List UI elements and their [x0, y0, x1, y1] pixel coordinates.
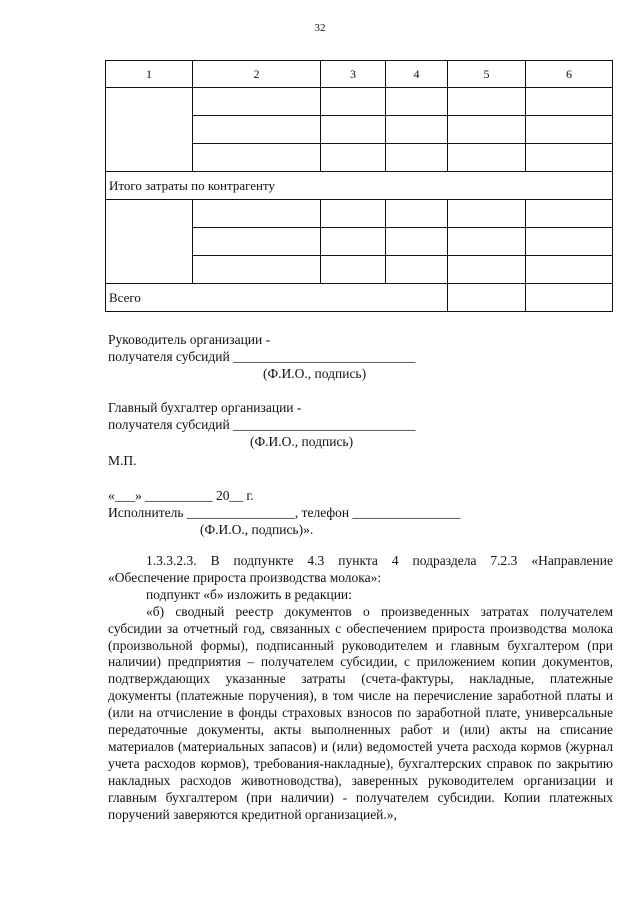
subtotal-label: Итого затраты по контрагенту	[106, 172, 613, 200]
column-header: 4	[386, 61, 448, 88]
accountant-signature-hint: (Ф.И.О., подпись)	[250, 434, 354, 449]
table-row	[106, 88, 613, 116]
executor-hint: (Ф.И.О., подпись)».	[200, 522, 314, 537]
column-header: 5	[448, 61, 526, 88]
head-title: Руководитель организации -	[108, 332, 271, 347]
table-cell	[386, 256, 448, 284]
table-cell	[448, 144, 526, 172]
table-cell	[321, 116, 386, 144]
column-header: 6	[526, 61, 613, 88]
column-header: 1	[106, 61, 193, 88]
table-cell	[526, 256, 613, 284]
column-header: 3	[321, 61, 386, 88]
table-cell	[386, 88, 448, 116]
table-cell	[526, 284, 613, 312]
table-cell	[448, 256, 526, 284]
head-signature-hint: (Ф.И.О., подпись)	[263, 366, 367, 381]
total-label: Всего	[106, 284, 448, 312]
table-cell	[193, 228, 321, 256]
table-cell	[321, 88, 386, 116]
table-cell	[526, 88, 613, 116]
table-cell	[526, 228, 613, 256]
table-cell-merged	[106, 88, 193, 172]
table-cell	[193, 200, 321, 228]
table-cell	[448, 200, 526, 228]
table-cell	[193, 88, 321, 116]
table-cell	[321, 256, 386, 284]
table-cell	[193, 256, 321, 284]
accountant-signature-block	[108, 399, 415, 450]
paragraph-new-wording: «б) сводный реестр документов о произведенных затратах получателем субсидии за отчетный год, связанных с обеспечением прироста производства молока (произвольной формы), подписанный руководителем и главным бухгалтером (при наличии) предприятия – получателем субсидии, с приложением копии документов, подтверждающих указанные затраты (счета-фактуры, накладные, платежные документы (платежные поручения), в том числе на перечисление заработной платы и (или на отчисление в фонды страховых взносов по заработной плате, универсальные передаточные документы, акты выполненных работ и (или) акты на списание материалов (материальных запасов) и (или) ведомостей учета расхода кормов (журнал учета расходов кормов), требования-накладные), бухгалтерских справок по закрытию накладных расходов животноводства), заверенных руководителем организации и главным бухгалтером (при наличии) - получателем субсидии. Копии платежных поручений заверяются кредитной организацией.»,	[108, 603, 613, 822]
table-cell	[386, 116, 448, 144]
table-cell	[386, 200, 448, 228]
executor-line: Исполнитель ________________, телефон ________________	[108, 505, 461, 520]
table-cell	[526, 144, 613, 172]
accountant-title: Главный бухгалтер организации -	[108, 400, 302, 415]
table-cell-merged	[106, 200, 193, 284]
head-signature-block	[108, 331, 415, 382]
table-cell	[448, 228, 526, 256]
table-cell	[526, 200, 613, 228]
total-row	[106, 284, 613, 312]
table-cell	[321, 200, 386, 228]
column-header: 2	[193, 61, 321, 88]
page-number: 32	[314, 22, 326, 34]
table-cell	[321, 228, 386, 256]
expense-table	[105, 60, 613, 312]
amendment-text	[108, 553, 613, 824]
table-cell	[193, 144, 321, 172]
accountant-signature-line: получателя субсидий ___________________________	[108, 417, 416, 432]
table-cell	[193, 116, 321, 144]
paragraph-amendment: 1.3.3.2.3. В подпункте 4.3 пункта 4 подраздела 7.2.3 «Направление «Обеспечение прироста производства молока»:	[108, 553, 613, 585]
subtotal-row	[106, 172, 613, 200]
table-header-row	[106, 61, 613, 88]
executor-block	[108, 487, 461, 538]
table-cell	[321, 144, 386, 172]
head-signature-line: получателя субсидий ___________________________	[108, 349, 416, 364]
table-cell	[386, 144, 448, 172]
table-cell	[386, 228, 448, 256]
paragraph-subclause: подпункт «б» изложить в редакции:	[146, 586, 352, 602]
table-row	[106, 200, 613, 228]
date-line: «___» __________ 20__ г.	[108, 488, 254, 503]
table-cell	[526, 116, 613, 144]
table-cell	[448, 284, 526, 312]
stamp-mark: М.П.	[108, 453, 137, 468]
table-cell	[448, 88, 526, 116]
table-cell	[448, 116, 526, 144]
